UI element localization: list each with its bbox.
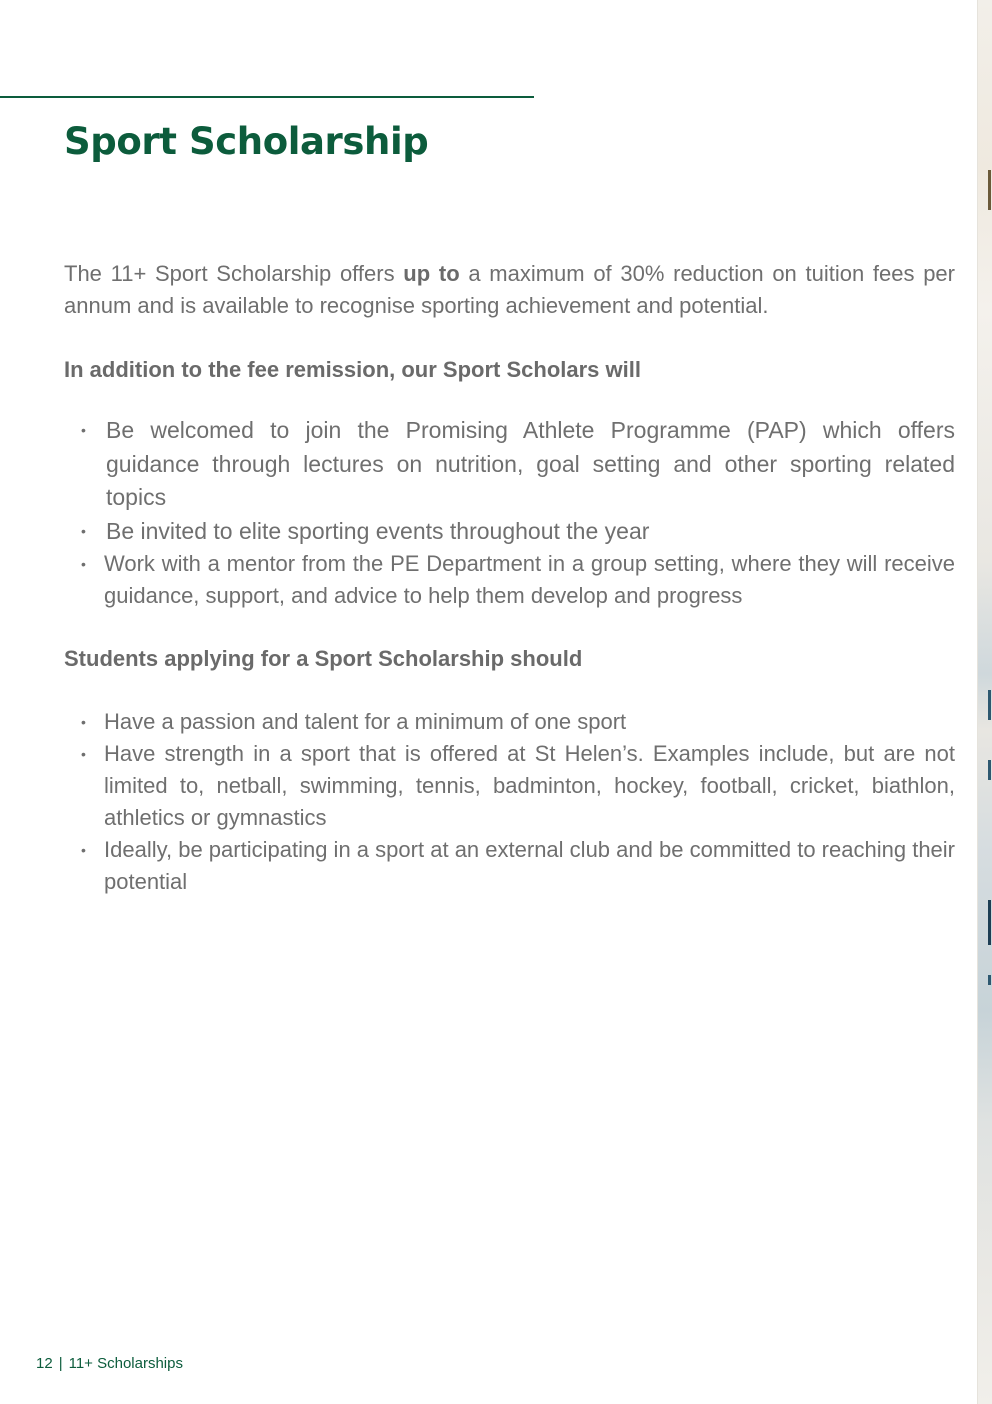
list-item: • Be welcomed to join the Promising Athlete Programme (PAP) which offers guidance through lectures on nutrition, goal setting and other sporting related topics: [64, 414, 955, 515]
footer-section-title: 11+ Scholarships: [68, 1355, 183, 1372]
list-item: • Have a passion and talent for a minimum of one sport: [64, 706, 955, 738]
requirements-list: [64, 706, 955, 898]
edge-photo-strip: [977, 0, 992, 1404]
list-item: • Be invited to elite sporting events throughout the year: [64, 515, 955, 549]
benefits-list-continued: [64, 548, 955, 612]
top-rule: [0, 96, 534, 98]
benefits-heading: In addition to the fee remission, our Sport Scholars will: [64, 357, 641, 382]
list-item: • Ideally, be participating in a sport at an external club and be committed to reaching their potential: [64, 834, 955, 898]
intro-text-before: The 11+ Sport Scholarship offers: [64, 261, 404, 286]
page-footer: [36, 1355, 183, 1372]
benefits-list: [64, 414, 955, 548]
list-item: • Have strength in a sport that is offered at St Helen’s. Examples include, but are not limited to, netball, swimming, tennis, badminton, hockey, football, cricket, biathlon, athletics or gymnastics: [64, 738, 955, 834]
requirements-heading: Students applying for a Sport Scholarship should: [64, 646, 583, 671]
list-item: • Work with a mentor from the PE Department in a group setting, where they will receive guidance, support, and advice to help them develop and progress: [64, 548, 955, 612]
main-content: [64, 258, 955, 898]
intro-text-after: a maximum of 30% reduction on tuition fees per annum and is available to recognise sporting achievement and potential.: [64, 261, 955, 318]
footer-separator: |: [58, 1355, 63, 1372]
intro-emphasis: up to: [403, 261, 460, 286]
page-title: Sport Scholarship: [64, 120, 429, 163]
intro-paragraph: [64, 258, 955, 322]
page-number: 12: [36, 1355, 53, 1372]
